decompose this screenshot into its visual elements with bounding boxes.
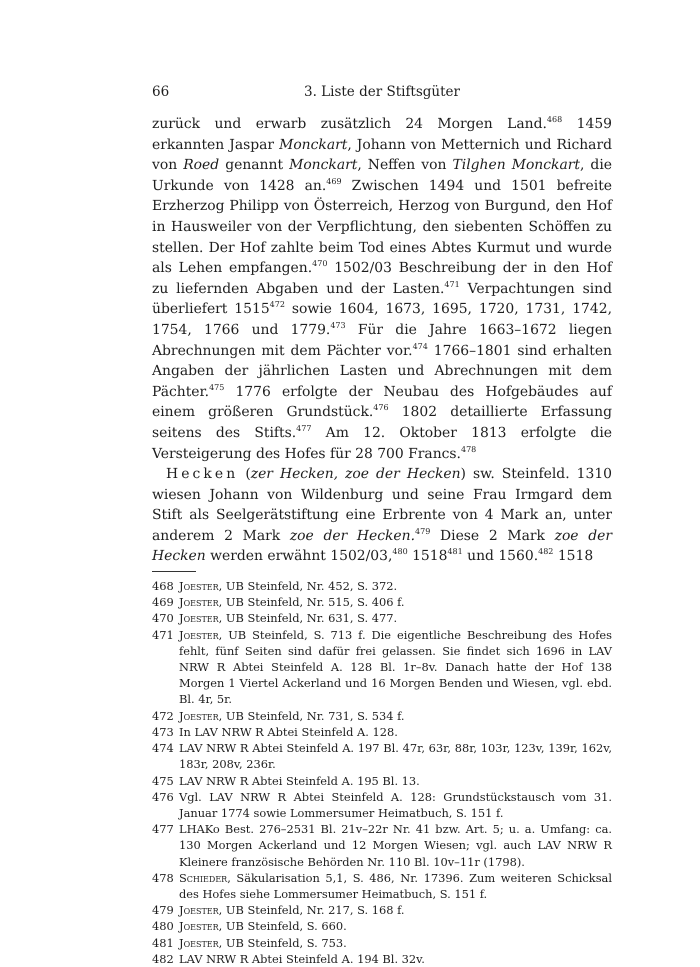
footnote-ref: 468: [546, 115, 563, 124]
text-run: genannt: [219, 157, 290, 174]
footnote-text: [179, 610, 612, 626]
italic-text: zoe der Hecken: [152, 527, 612, 565]
author-name: Joester: [179, 935, 219, 950]
footnote-ref: 473: [330, 320, 346, 330]
main-text: [152, 114, 612, 567]
footnote-476: [152, 789, 612, 821]
footnote-ref: 469: [326, 176, 342, 186]
text-run: 1776 erfolgte der Neubau des Hofgebäudes auf einem größeren Grundstück.: [152, 383, 612, 421]
footnote-number: 474: [152, 741, 174, 756]
text-run: , UB Steinfeld, Nr. 452, S. 372.: [218, 579, 398, 594]
text-run: , UB Steinfeld, Nr. 731, S. 534 f.: [218, 708, 405, 723]
text-run: ) sw. Steinfeld. 1310 wiesen Johann von Wildenburg und seine Frau Irmgard dem Stift als Seelgerätstiftung eine Erbrente von 4 Mark an, unter anderem 2 Mark: [152, 466, 612, 544]
text-run: , UB Steinfeld, S. 753.: [218, 935, 347, 950]
footnote-number: 479: [152, 903, 174, 918]
footnote-ref: 476: [373, 403, 389, 413]
footnote-separator: [152, 571, 196, 572]
text-run: und 1560.: [462, 548, 539, 565]
footnote-477: [152, 821, 612, 870]
footnote-469: [152, 594, 612, 610]
footnote-471: [152, 627, 612, 708]
footnote-text: [179, 935, 612, 951]
italic-text: Roed: [183, 157, 220, 174]
footnote-number: 480: [152, 919, 174, 934]
footnote-number: 477: [152, 822, 174, 837]
footnote-number: 478: [152, 870, 174, 885]
text-run: , UB Steinfeld, S. 713 f. Die eigentliche Beschreibung des Hofes fehlt, fünf Seiten sind dafür frei gelassen. Sie findet sich 1696 in LAV NRW R Abtei Steinfeld A. 128 Bl. 1r–8v. Danach hatte der Hof 138 Morgen 1 Viertel Ackerland und 16 Morgen Benden und Wiesen, vgl. ebd. Bl. 4r, 5r.: [179, 627, 612, 707]
footnote-number: 472: [152, 708, 174, 723]
footnote-475: [152, 773, 612, 789]
footnote-474: [152, 740, 612, 772]
text-run: Diese 2 Mark: [430, 527, 555, 544]
footnote-473: [152, 724, 612, 740]
footnote-number: 475: [152, 773, 174, 788]
footnote-text: [179, 578, 612, 594]
italic-text: Monckart: [289, 157, 358, 174]
italic-text: Tilghen Monckart: [452, 157, 580, 174]
text-run: Verpachtungen sind überliefert 1515: [152, 280, 612, 318]
author-name: Joester: [179, 919, 219, 934]
author-name: Schieder: [179, 870, 228, 885]
text-run: zurück und erwarb zusätzlich 24 Morgen Land.: [152, 116, 547, 132]
italic-text: zer Hecken, zoe der Hecken: [250, 466, 461, 483]
text-run: LHAKo Best. 276–2531 Bl. 21v–22r Nr. 41 bzw. Art. 5; u. a. Umfang: ca. 130 Morgen Ackerland und 12 Morgen Wiesen; vgl. auch LAV NRW R Kleinere französische Behörden Nr. 110 Bl. 10v–11r (1798).: [179, 822, 612, 869]
footnote-number: 482: [152, 951, 174, 966]
text-run: werden erwähnt 1502/03,: [205, 548, 393, 565]
author-name: Joester: [179, 627, 219, 642]
paragraph-hecken: [152, 464, 612, 567]
footnote-number: 476: [152, 789, 174, 804]
footnote-text: [179, 870, 612, 902]
author-name: Joester: [179, 595, 219, 610]
footnote-ref: 482: [538, 547, 554, 557]
footnote-text: [179, 902, 612, 918]
footnote-number: 473: [152, 724, 174, 739]
italic-text: zoe der Hecken.: [289, 527, 416, 544]
footnote-ref: 470: [312, 259, 328, 269]
footnote-ref: 471: [444, 279, 460, 289]
author-name: Joester: [179, 903, 219, 918]
footnote-481: [152, 935, 612, 951]
text-run: , Säkularisation 5,1, S. 486, Nr. 17396. Zum weiteren Schicksal des Hofes siehe Lommersumer Heimatbuch, S. 151 f.: [179, 870, 612, 901]
footnote-479: [152, 902, 612, 918]
footnote-ref: 479: [415, 526, 431, 536]
footnote-text: [179, 594, 612, 610]
text-run: 1518: [553, 548, 594, 565]
footnote-number: 471: [152, 627, 174, 642]
footnote-ref: 480: [392, 547, 408, 557]
text-run: (: [238, 466, 251, 483]
text-run: Am 12. Oktober 1813 erfolgte die Versteigerung des Hofes für 28 700 Francs.: [152, 424, 612, 462]
text-run: 1802 detaillierte Erfassung seitens des Stifts.: [152, 404, 612, 441]
text-run: 1518: [407, 548, 448, 565]
text-run: 1766–1801 sind erhalten Angaben der jährlichen Lasten und Abrechnungen mit dem Pächter.: [152, 342, 612, 400]
footnote-ref: 475: [209, 382, 225, 392]
footnote-ref: 474: [412, 341, 428, 351]
author-name: Joester: [179, 708, 219, 723]
page-number: 66: [152, 84, 170, 100]
text-run: , Johann von Metternich und Richard von: [152, 136, 612, 174]
footnote-number: 468: [152, 579, 174, 594]
text-run: , UB Steinfeld, Nr. 631, S. 477.: [218, 611, 398, 626]
footnote-text: [179, 740, 612, 772]
text-run: , UB Steinfeld, S. 660.: [218, 919, 347, 934]
footnote-text: [179, 627, 612, 708]
text-run: , Neffen von: [357, 157, 453, 174]
text-run: Für die Jahre 1663–1672 liegen Abrechnungen mit dem Pächter vor.: [152, 321, 612, 359]
text-run: sowie 1604, 1673, 1695, 1720, 1731, 1742, 1754, 1766 und 1779.: [152, 301, 612, 338]
text-run: LAV NRW R Abtei Steinfeld A. 194 Bl. 32v.: [179, 951, 425, 966]
footnote-text: [179, 708, 612, 724]
footnote-ref: 478: [460, 444, 477, 454]
text-run: 1459 erkannten Jaspar: [152, 116, 612, 153]
author-name: Joester: [179, 611, 219, 626]
text-run: Vgl. LAV NRW R Abtei Steinfeld A. 128: Grundstückstausch vom 31. Januar 1774 sowie Lommersumer Heimatbuch, S. 151 f.: [179, 789, 612, 820]
text-run: LAV NRW R Abtei Steinfeld A. 195 Bl. 13.: [179, 773, 420, 788]
paragraph-hausweiler: [152, 114, 612, 464]
footnote-text: [179, 773, 612, 789]
footnote-ref: 472: [269, 300, 285, 310]
text-run: , UB Steinfeld, Nr. 217, S. 168 f.: [218, 903, 405, 918]
footnote-470: [152, 610, 612, 626]
text-run: , die Urkunde von 1428 an.: [152, 157, 612, 194]
footnote-text: [179, 821, 612, 870]
footnote-480: [152, 918, 612, 934]
footnote-468: [152, 578, 612, 594]
footnote-number: 481: [152, 935, 174, 950]
italic-text: Monckart: [279, 136, 348, 153]
document-page: [152, 78, 612, 967]
page-header: [152, 78, 612, 104]
entry-headword: Hecken: [166, 466, 239, 483]
footnotes-list: [152, 578, 612, 967]
footnote-text: [179, 724, 612, 740]
footnote-ref: 477: [296, 423, 312, 433]
text-run: 1502/03 Beschreibung der in den Hof zu liefernden Abgaben und der Lasten.: [152, 260, 612, 297]
running-head: 3. Liste der Stiftsgüter: [303, 84, 460, 100]
author-name: Joester: [179, 579, 219, 594]
text-run: Zwischen 1494 und 1501 befreite Erzherzog Philipp von Österreich, Herzog von Burgund, den Hof in Hausweiler von der Verpflichtung, den siebenten Schöffen zu stellen. Der Hof zahlte beim Tod eines Abtes Kurmut und wurde als Lehen empfangen.: [152, 177, 612, 277]
footnote-number: 470: [152, 611, 174, 626]
footnote-ref: 481: [447, 547, 463, 557]
text-run: , UB Steinfeld, Nr. 515, S. 406 f.: [218, 595, 405, 610]
footnote-text: [179, 918, 612, 934]
footnote-472: [152, 708, 612, 724]
text-run: LAV NRW R Abtei Steinfeld A. 197 Bl. 47r, 63r, 88r, 103r, 123v, 139r, 162v, 183r, 208v, 236r.: [179, 741, 612, 772]
footnote-text: [179, 789, 612, 821]
text-run: In LAV NRW R Abtei Steinfeld A. 128.: [179, 724, 398, 739]
footnote-number: 469: [152, 595, 174, 610]
footnote-478: [152, 870, 612, 902]
